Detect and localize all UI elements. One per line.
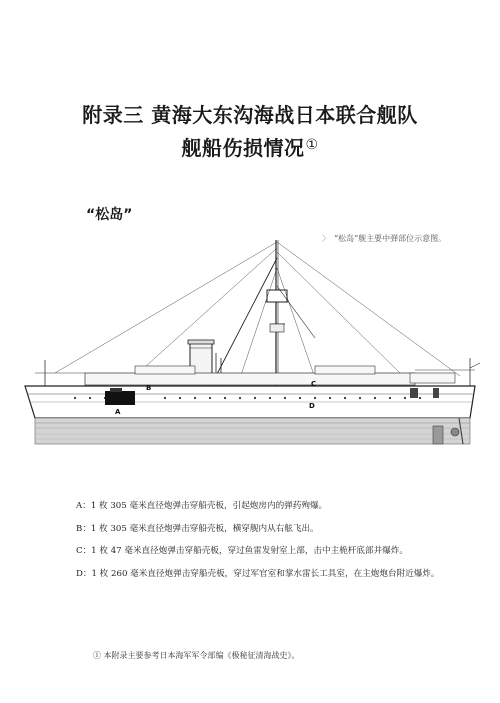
hit-note-text: 1 枚 260 毫米直径炮弹击穿船壳板，穿过军官室和掌水雷长工具室，在主炮炮台附近爆炸。: [91, 568, 440, 579]
hit-marker-a: A: [115, 408, 121, 416]
ship-name-heading: “松岛”: [86, 207, 133, 223]
title-line-2-wrap: [0, 130, 500, 163]
caption-marker: 〉: [322, 234, 330, 243]
superstructure: [35, 358, 480, 386]
hit-note-text: 1 枚 305 毫米直径炮弹击穿船壳板，引起炮房内的弹药殉爆。: [90, 501, 328, 511]
title-line-2: 舰船伤损情况: [181, 136, 305, 160]
underwater-hull: [35, 418, 470, 444]
hit-note-a: [76, 495, 486, 518]
hit-note-label: C：: [76, 546, 92, 556]
hit-marker-c: C: [311, 380, 317, 388]
hit-note-d: [76, 563, 486, 586]
caption-text: “松岛”舰主要中弹部位示意图。: [334, 234, 447, 243]
hull: [25, 386, 475, 418]
ship-profile-drawing: [15, 228, 485, 473]
hit-note-b: [76, 518, 486, 541]
main-mast: [55, 240, 460, 388]
hit-notes-list: [76, 495, 486, 585]
footnote: ① 本附录主要参考日本海军军令部编《极秘征清海战史》。: [93, 651, 300, 660]
hit-note-label: A：: [76, 501, 91, 511]
hit-note-text: 1 枚 305 毫米直径炮弹击穿船壳板，横穿舰内从右舷飞出。: [90, 523, 319, 534]
hit-note-c: [76, 540, 486, 563]
hit-note-text: 1 枚 47 毫米直径炮弹击穿船壳板，穿过鱼雷发射室上部，击中主桅杆底部并爆炸。: [91, 546, 408, 556]
title-line-1: 附录三 黄海大东沟海战日本联合舰队: [82, 103, 418, 127]
hit-marker-d: D: [309, 402, 315, 410]
page-title: [0, 100, 500, 163]
hit-marker-b: B: [146, 384, 152, 392]
hit-note-label: D：: [76, 568, 92, 579]
footnote-mark: ①: [305, 137, 319, 153]
hit-note-label: B：: [76, 523, 91, 534]
